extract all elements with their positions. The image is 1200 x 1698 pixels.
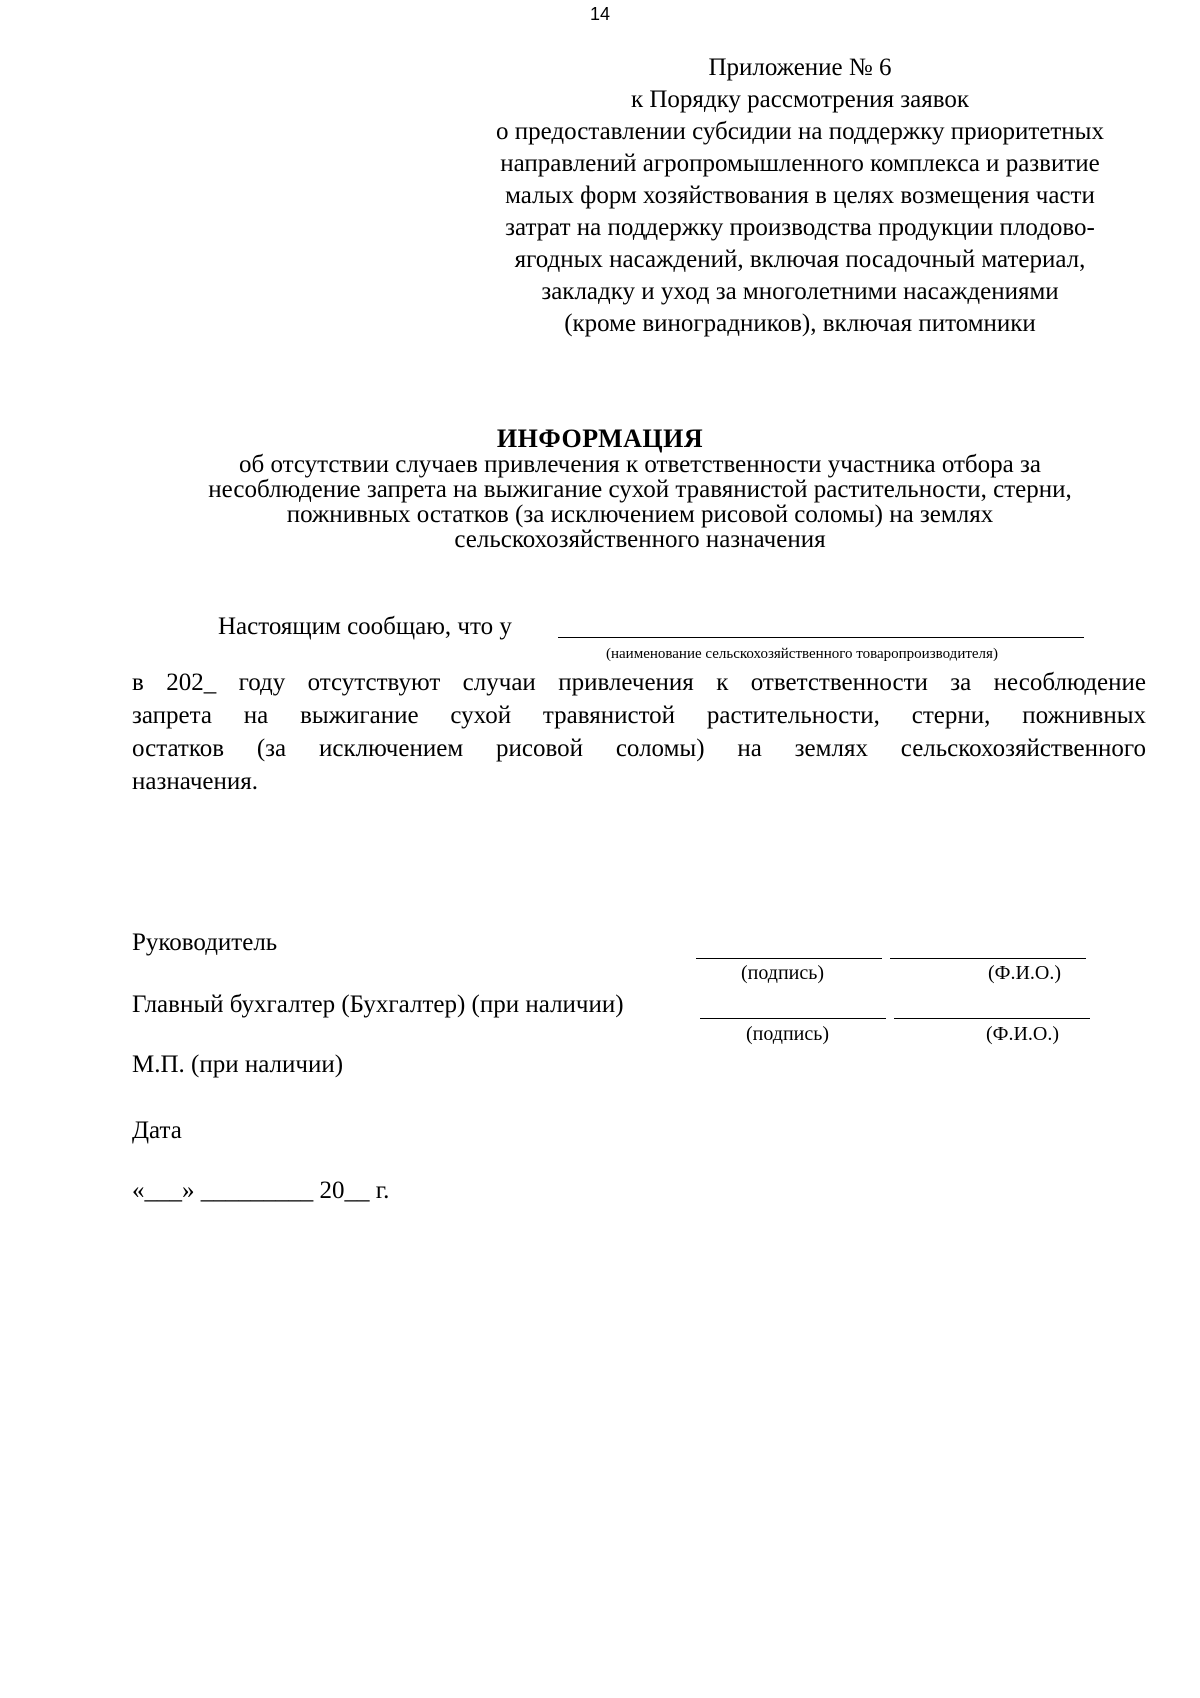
head-name-field[interactable] (890, 958, 1086, 959)
appendix-line: малых форм хозяйствования в целях возмещения части (505, 182, 1095, 209)
appendix-line: о предоставлении субсидии на поддержку приоритетных (496, 118, 1104, 145)
head-name-caption: (Ф.И.О.) (988, 962, 1062, 984)
appendix-line: Приложение № 6 (708, 54, 892, 81)
producer-caption: (наименование сельскохозяйственного товаропроизводителя) (606, 646, 998, 662)
body-line: в 202_ году отсутствуют случаи привлечения к ответственности за несоблюдение (132, 669, 1146, 696)
subtitle-line: об отсутствии случаев привлечения к ответственности участника отбора за (239, 451, 1041, 478)
appendix-line: (кроме виноградников), включая питомники (564, 310, 1036, 337)
date-line[interactable]: «___» _________ 20__ г. (132, 1177, 390, 1204)
stamp-label: М.П. (при наличии) (132, 1051, 344, 1078)
appendix-line: затрат на поддержку производства продукции плодово- (505, 214, 1095, 241)
body-paragraph (132, 666, 1146, 798)
appendix-line: направлений агропромышленного комплекса и развитие (500, 150, 1100, 177)
body-line: остатков (за исключением рисовой соломы) на землях сельскохозяйственного (132, 735, 1146, 762)
appendix-line: к Порядку рассмотрения заявок (630, 86, 970, 113)
appendix-line: ягодных насаждений, включая посадочный материал, (514, 246, 1086, 273)
subtitle-line: несоблюдение запрета на выжигание сухой травянистой растительности, стерни, (208, 476, 1072, 503)
document-subtitle (120, 452, 1160, 552)
body-line: назначения. (132, 768, 259, 795)
date-label: Дата (132, 1117, 182, 1144)
appendix-header (440, 52, 1160, 340)
subtitle-line: сельскохозяйственного назначения (454, 526, 826, 553)
subtitle-line: пожнивных остатков (за исключением рисовой соломы) на землях (286, 501, 994, 528)
intro-text: Настоящим сообщаю, что у (218, 613, 512, 640)
accountant-signature-caption: (подпись) (746, 1023, 830, 1045)
accountant-signature-field[interactable] (700, 1018, 886, 1019)
body-line: запрета на выжигание сухой травянистой растительности, стерни, пожнивных (132, 702, 1146, 729)
accountant-name-caption: (Ф.И.О.) (986, 1023, 1060, 1045)
page-number: 14 (589, 4, 611, 24)
producer-name-field[interactable] (558, 637, 1084, 638)
head-label: Руководитель (132, 929, 278, 956)
head-signature-field[interactable] (696, 958, 882, 959)
accountant-label: Главный бухгалтер (Бухгалтер) (при наличии) (132, 991, 624, 1018)
document-title: ИНФОРМАЦИЯ (496, 424, 704, 453)
head-signature-caption: (подпись) (741, 962, 825, 984)
accountant-name-field[interactable] (894, 1018, 1090, 1019)
appendix-line: закладку и уход за многолетними насаждениями (541, 278, 1059, 305)
